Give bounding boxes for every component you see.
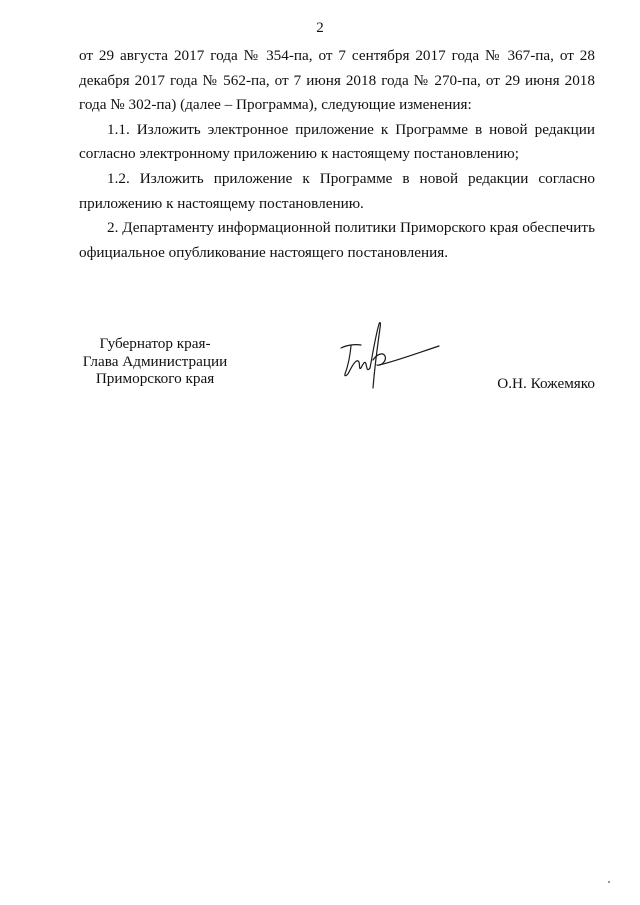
official-title-line-2: Глава Администрации xyxy=(82,352,228,370)
scan-artifact-dot xyxy=(608,881,610,883)
paragraph-item-1-2: 1.2. Изложить приложение к Программе в новой редакции согласно приложению к настоящему постановлению. xyxy=(79,169,595,212)
handwritten-signature xyxy=(335,318,445,393)
official-title-line-3: Приморского края xyxy=(95,370,215,387)
paragraph-item-2: 2. Департаменту информационной политики Приморского края обеспечить официальное опубликование настоящего постановления. xyxy=(79,219,595,261)
paragraph-amendments-intro: от 29 августа 2017 года № 354-па, от 7 сентября 2017 года № 367-па, от 28 декабря 2017 года № 562-па, от 7 июня 2018 года № 270-па, от 29 июня 2018 года № 302-па) (далее – Программа), следующие изменения: xyxy=(79,47,595,114)
document-body xyxy=(79,44,595,265)
official-title-line-1: Губернатор края- xyxy=(99,335,211,352)
signer-name: О.Н. Кожемяко xyxy=(497,375,595,392)
page-number: 2 xyxy=(316,20,324,36)
signature-block xyxy=(0,335,640,405)
official-title xyxy=(80,335,230,388)
paragraph-item-1-1: 1.1. Изложить электронное приложение к Программе в новой редакции согласно электронному приложению к настоящему постановлению; xyxy=(79,120,595,163)
